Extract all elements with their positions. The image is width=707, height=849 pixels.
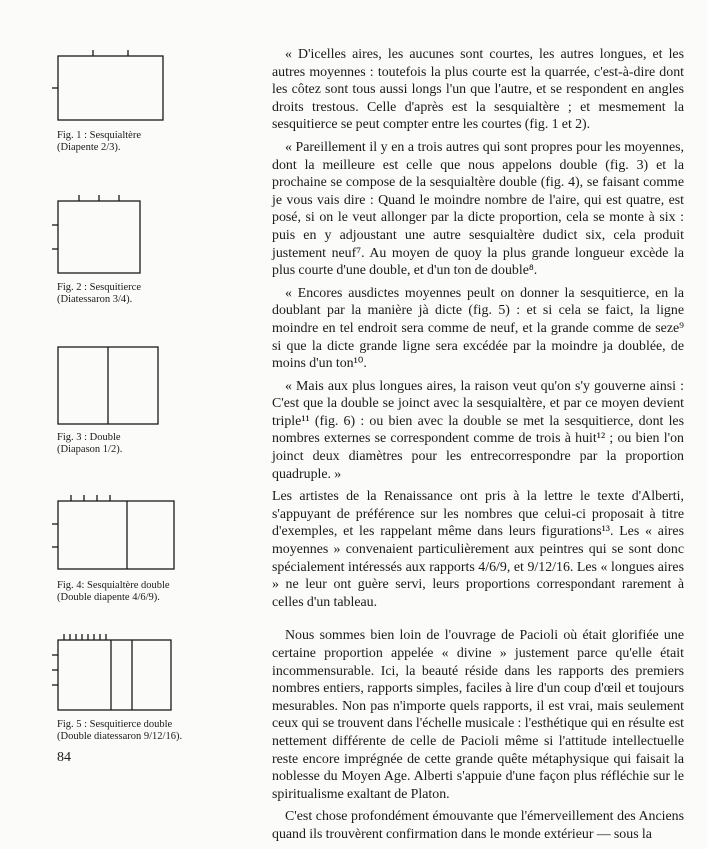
figure-4-caption: Fig. 4: Sesquialtère double (Double diapente 4/6/9). (57, 580, 170, 603)
figure-3 (57, 345, 167, 456)
page-number: 84 (57, 750, 71, 765)
figure-4-diagram (57, 493, 177, 573)
paragraph-7: C'est chose profondément émouvante que l'émerveillement des Anciens quand ils trouvèrent confirmation dans le monde extérieur — sous la (272, 809, 684, 842)
figure-5 (57, 632, 182, 743)
body-text (272, 46, 684, 849)
figure-1-caption: Fig. 1 : Sesquialtère (Diapente 2/3). (57, 130, 141, 153)
paragraph-5: Les artistes de la Renaissance ont pris à la lettre le texte d'Alberti, s'appuyant de préférence sur les nombres que celui-ci proposait à titre d'exemples, et les rappelant même dans leurs figurations¹³. Les « aires moyennes » convenaient particulièrement aux peintres qui se sont donc spécialement intéressés aux rapports 4/6/9, et 9/12/16. Les « longues aires » ne leur ont guère servi, leurs proportions correspondant rarement à celles d'un tableau. (272, 489, 684, 610)
figure-5-caption: Fig. 5 : Sesquitierce double (Double diatessaron 9/12/16). (57, 719, 183, 742)
paragraph-4: « Mais aux plus longues aires, la raison veut qu'on s'y gouverne ainsi : C'est que la double se joinct avec la sesquialtère, et par ce moyen devient triple¹¹ (fig. 6) : ou bien avec la double se met la sesquitierce, dont les nombres externes se correspondent comme de trois à huit¹² ; ou bien l'on joinct deux diamètres pour les entrecorrespondre par la proportion quadruple. » (272, 378, 684, 482)
figure-2-diagram (57, 193, 167, 275)
figure-1-diagram (57, 48, 167, 123)
figure-5-diagram (57, 632, 177, 712)
figure-3-diagram (57, 345, 167, 425)
paragraph-6: Nous sommes bien loin de l'ouvrage de Pacioli où était glorifiée une certaine proportion appelée « divine » justement parce qu'elle était incommensurable. Ici, la beauté réside dans les rapports des premiers nombres entiers, rapports simples, faciles à lire d'un coup d'œil et toujours mesurables. Non pas n'importe quels rapports, il est vrai, mais seulement ceux qui se trouvent dans l'échelle musicale : l'esthétique qui en résulte est nettement différente de celle de Pacioli même si l'attitude intellectuelle reste encore imprégnée de cette grande quête métaphysique qui faisait la noblesse du Moyen Age. Alberti s'appuie d'une façon plus réfléchie sur le spiritualisme exaltant de Platon. (272, 628, 684, 802)
figure-3-caption: Fig. 3 : Double (Diapason 1/2). (57, 432, 123, 455)
figure-1 (57, 48, 167, 154)
paragraph-3: « Encores ausdictes moyennes peult on donner la sesquitierce, en la doublant par la manière jà dicte (fig. 5) : et si cela se faict, la ligne moindre en tel endroit sera comme de neuf, et la grande comme de seze⁹ si que la dicte grande ligne sera excédée par la moindre ja doublée, de moins d'un ton¹⁰. (272, 285, 684, 372)
paragraph-2: « Pareillement il y en a trois autres qui sont propres pour les moyennes, dont la meilleure est celle que nous appelons double (fig. 3) et la prochaine se compose de la sesquialtère double (fig. 4), se faisant comme je vous vais dire : Quand le moindre nombre de l'aire, qui est quatre, est posé, si on le veut allonger par la dicte proportion, cela se monte à six : puis en y adjoustant une autre sesquialtère dudict six, cela produit justement neuf⁷. Au moyen de quoy la plus grande longueur excède la plus courte d'une double, et d'un ton de double⁸. (272, 139, 684, 279)
figure-2-caption: Fig. 2 : Sesquitierce (Diatessaron 3/4). (57, 282, 141, 305)
figure-2 (57, 193, 167, 306)
figure-4 (57, 493, 177, 604)
paragraph-1: « D'icelles aires, les aucunes sont courtes, les autres longues, et les autres moyennes : toutefois la plus courte est la quarrée, c'est-à-dire dont les côtez sont tous aussi longs l'un que l'autre, et se respondent en angles droits trestous. Celle d'après est la sesquialtère ; et mesmement la sesquitierce se peut compter entre les courtes (fig. 1 et 2). (272, 47, 684, 133)
